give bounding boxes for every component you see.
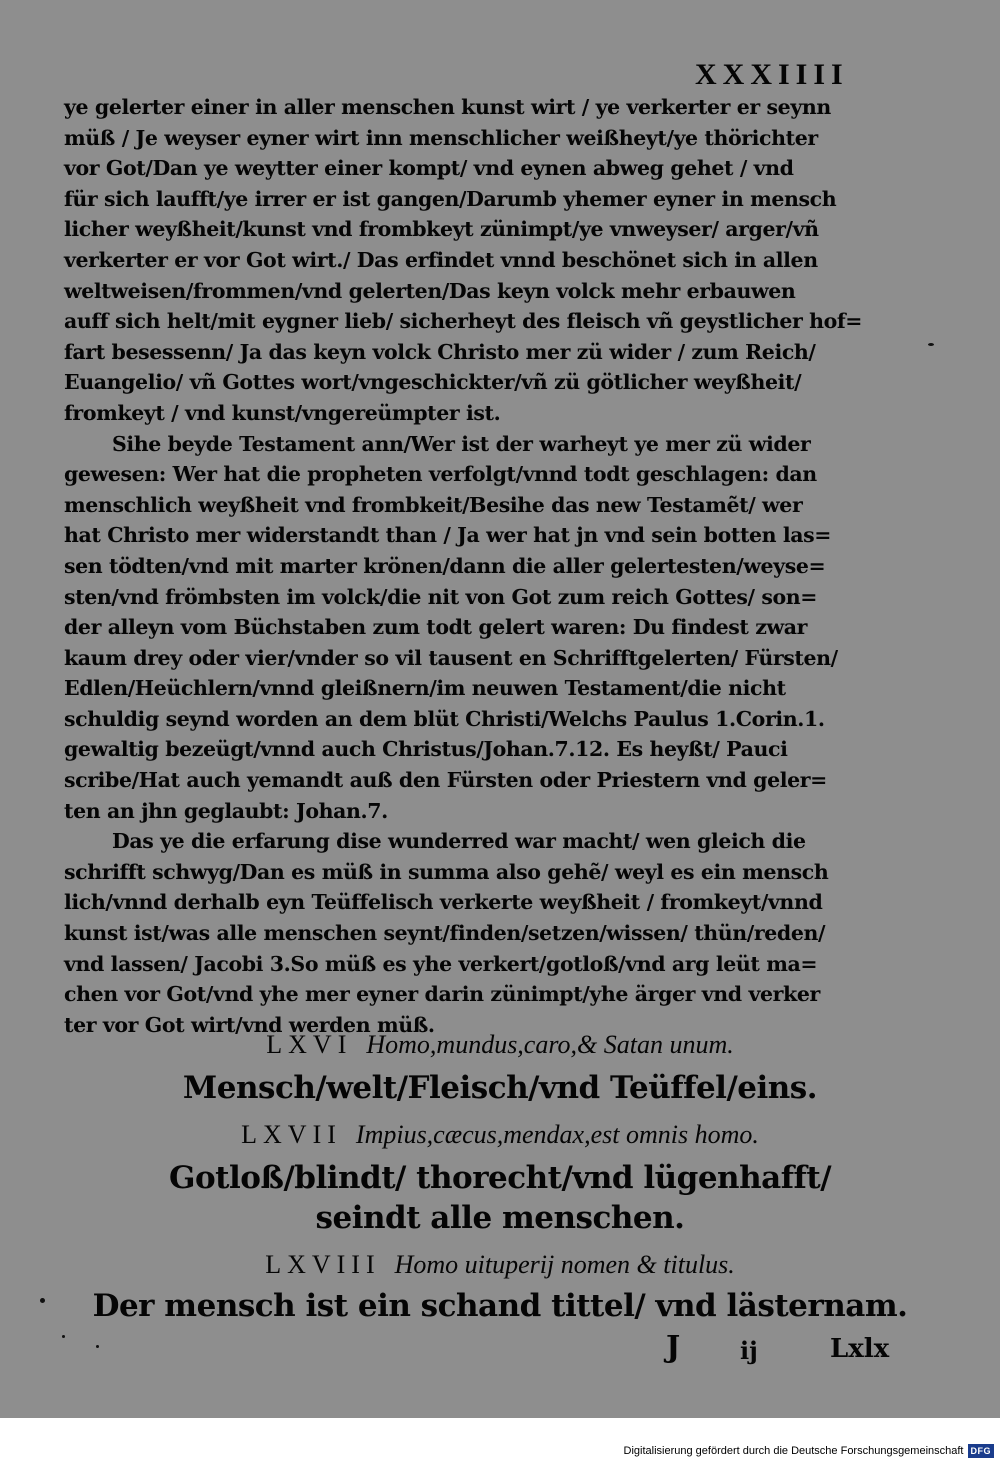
heading-german-66: Mensch/welt/Fleisch/vnd Teüffel/eins. (182, 1070, 818, 1106)
body-text (64, 92, 894, 1040)
heading-german-67-line2: seindt alle menschen. (315, 1200, 685, 1236)
text-line: menschlich weyßheit vnd frombkeit/Besihe das new Testamẽt/ wer (64, 492, 803, 517)
text-line: schuldig seynd worden an dem blüt Christi/Welchs Paulus 1.Corin.1. (64, 706, 825, 731)
heading-number: LXVII (241, 1120, 342, 1149)
ink-speck (62, 1335, 65, 1338)
text-line: vnd lassen/ Jacobi 3.So müß es yhe verkert/gotloß/vnd arg leüt ma= (64, 951, 818, 976)
text-line: für sich laufft/ye irrer er ist gangen/Darumb yhemer eyner in mensch (64, 186, 837, 211)
text-line: ten an jhn geglaubt: Johan.7. (64, 798, 388, 823)
text-line: verkerter er vor Got wirt./ Das erfindet vnnd beschönet sich in allen (64, 247, 818, 272)
text-line: gewesen: Wer hat die propheten verfolgt/vnnd todt geschlagen: dan (64, 462, 817, 487)
heading-latin-67 (0, 1120, 1000, 1150)
text-line: Edlen/Heüchlern/vnnd gleißnern/im neuwen Testament/die nicht (64, 676, 786, 701)
text-line: Das ye die erfarung dise wunderred war macht/ wen gleich die (112, 829, 806, 854)
text-line: scribe/Hat auch yemandt auß den Fürsten oder Priestern vnd geler= (64, 768, 827, 793)
heading-german-68: Der mensch ist ein schand tittel/ vnd lästernam. (92, 1288, 908, 1324)
text-line: ye gelerter einer in aller menschen kunst wirt / ye verkerter er seynn (64, 95, 831, 119)
text-line: fromkeyt / vnd kunst/vngereümpter ist. (64, 400, 501, 425)
text-line: chen vor Got/vnd yhe mer eyner darin zünimpt/yhe ärger vnd verker (64, 982, 820, 1007)
text-line: der alleyn vom Büchstaben zum todt gelert waren: Du findest zwar (64, 615, 807, 640)
ink-speck (40, 1298, 45, 1303)
heading-number: LXVIII (265, 1250, 381, 1279)
heading-latin-text: Impius,cæcus,mendax,est omnis homo. (355, 1120, 759, 1149)
text-line: müß / Je weyser eyner wirt inn menschlicher weißheyt/ye thörichter (64, 125, 818, 150)
text-line: weltweisen/frommen/vnd gelerten/Das keyn volck mehr erbauwen (64, 278, 796, 303)
text-line: vor Got/Dan ye weytter einer kompt/ vnd eynen abweg gehet / vnd (64, 156, 794, 181)
text-line: sten/vnd frömbsten im volck/die nit von Got zum reich Gottes/ son= (64, 584, 818, 609)
signature-number: ij (740, 1336, 758, 1365)
text-line: hat Christo mer widerstandt than / Ja wer hat jn vnd sein botten las= (64, 523, 832, 548)
text-line: kunst ist/was alle menschen seynt/finden/setzen/wissen/ thün/reden/ (64, 921, 826, 946)
text-line: Sihe beyde Testament ann/Wer ist der warheyt ye mer zü wider (112, 431, 811, 456)
folio-number: XXXIIII (695, 58, 849, 91)
text-line: licher weyßheit/kunst vnd frombkeyt zünimpt/ye vnweyser/ arger/vñ (64, 217, 819, 242)
ink-speck (928, 343, 934, 346)
text-line: Euangelio/ vñ Gottes wort/vngeschickter/vñ zü götlicher weyßheit/ (64, 370, 802, 395)
text-line: kaum drey oder vier/vnder so vil tausent en Schrifftgelerten/ Fürsten/ (64, 645, 838, 670)
signature-letter: J (666, 1330, 681, 1365)
dfg-footer-text: Digitalisierung gefördert durch die Deutsche Forschungsgemeinschaft (623, 1445, 964, 1457)
heading-latin-66 (0, 1030, 1000, 1060)
text-line: ter vor Got wirt/vnd werden müß. (64, 1012, 435, 1037)
heading-latin-text: Homo,mundus,caro,& Satan unum. (366, 1030, 734, 1059)
dfg-footer (624, 1442, 994, 1460)
text-line: auff sich helt/mit eygner lieb/ sicherheyt des fleisch vñ geystlicher hof= (64, 309, 863, 334)
heading-latin-68 (0, 1250, 1000, 1280)
dfg-logo-icon: DFG (968, 1444, 995, 1458)
ink-speck (96, 1345, 99, 1348)
heading-number: LXVI (266, 1030, 353, 1059)
text-line: gewaltig bezeügt/vnnd auch Christus/Johan.7.12. Es heyßt/ Pauci (64, 737, 788, 762)
text-line: fart besessenn/ Ja das keyn volck Christo mer zü wider / zum Reich/ (64, 339, 816, 364)
text-line: lich/vnnd derhalb eyn Teüffelisch verkerte weyßheit / fromkeyt/vnnd (64, 890, 823, 915)
heading-latin-text: Homo uituperij nomen & titulus. (394, 1250, 735, 1279)
heading-german-67-line1: Gotloß/blindt/ thorecht/vnd lügenhafft/ (168, 1160, 832, 1196)
text-line: sen tödten/vnd mit marter krönen/dann die aller gelertesten/weyse= (64, 553, 826, 578)
catchword: Lxlx (830, 1334, 890, 1364)
text-line: schrifft schwyg/Dan es müß in summa also gehẽ/ weyl es ein mensch (64, 859, 829, 884)
